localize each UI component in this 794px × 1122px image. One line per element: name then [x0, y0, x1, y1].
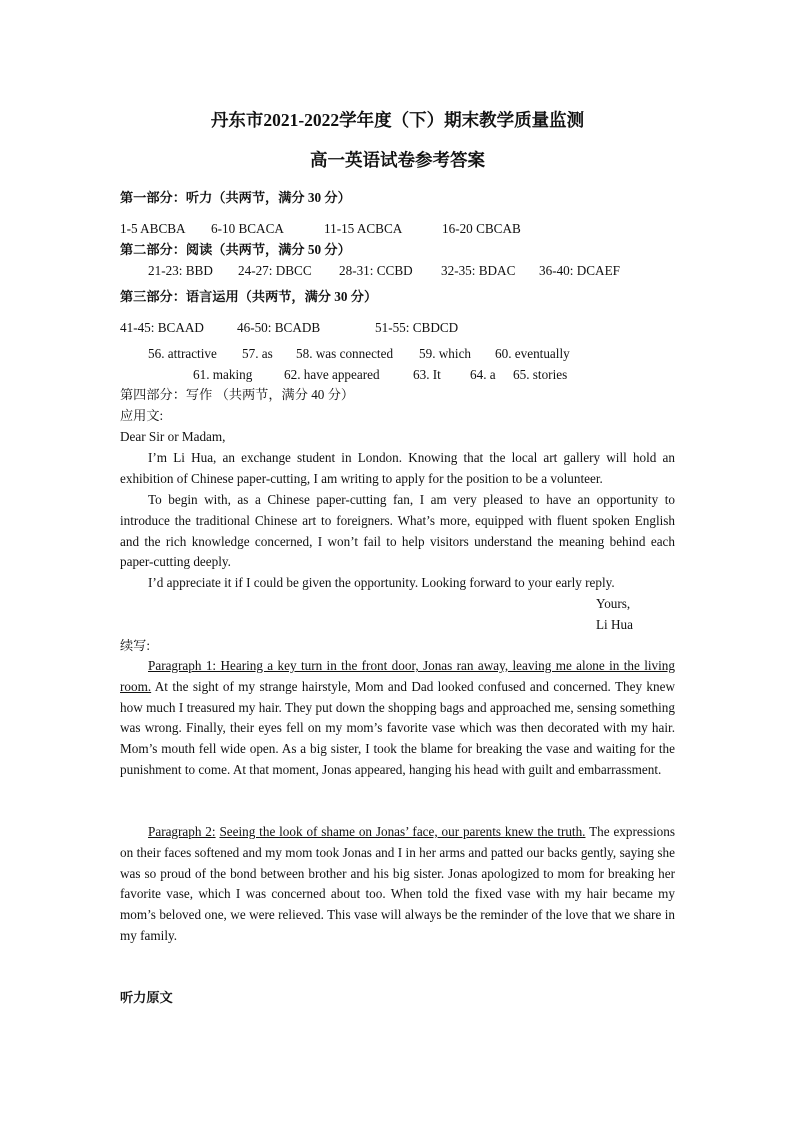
paragraph-1-body: At the sight of my strange hairstyle, Mom and Dad looked confused and concerned. They knew how much I treasured my hair. They put down the shopping bags and approached me, sensing something was wrong. Finally, their eyes fell on my mom’s favorite vase which was then decorated with my hair. Mom’s mouth fell wide open. As a big sister, I took the blame for breaking the vase and waiting for the punishment to come. At that moment, Jonas appeared, hanging his head with guilt and embarrassment. [120, 678, 675, 777]
part3-heading: 第三部分：语言运用（共两节，满分 30 分） [120, 289, 378, 304]
paragraph-2-label: Paragraph 2: [148, 824, 216, 839]
part3-answers [120, 318, 458, 339]
answer-group: 1-5 ABCBA [120, 221, 186, 236]
letter-paragraph-1: I’m Li Hua, an exchange student in London. Knowing that the local art gallery will hold an exhibition of Chinese paper-cutting, I am writing to apply for the position to be a volunteer. [120, 450, 675, 486]
part3-fill-row2 [193, 365, 567, 386]
letter-salutation: Dear Sir or Madam, [120, 429, 226, 444]
answer-group: 21-23: BBD [148, 263, 213, 278]
fill-answer: 57. as [242, 346, 273, 361]
answer-group: 24-27: DBCC [238, 263, 312, 278]
paragraph-1-opening: Paragraph 1: Hearing a key turn in the front door, Jonas ran away, leaving me alone in the living room. [120, 658, 675, 694]
fill-answer: 60. eventually [495, 346, 570, 361]
fill-answer: 65. stories [513, 367, 568, 382]
fill-answer: 58. was connected [296, 346, 394, 361]
answer-group: 36-40: DCAEF [539, 263, 620, 278]
applied-writing-label: 应用文: [120, 408, 164, 423]
answer-group: 11-15 ACBCA [324, 221, 403, 236]
continuation-writing-label: 续写: [120, 638, 151, 653]
paragraph-2-opening: Seeing the look of shame on Jonas’ face, our parents knew the truth. [219, 824, 586, 839]
part3-fill-row1 [148, 344, 570, 365]
paragraph-2-body: The expressions on their faces softened and my mom took Jonas and I in her arms and patted our backs gently, saying she was so proud of the bond between brother and his big sister. Jonas apologized to mom for breaking her favorite vase, which I was concerned about too. When told the fixed vase with my hair became my mom’s beloved one, we were relieved. This vase will always be the reminder of the love that we share in my family. [120, 824, 675, 943]
part2-answers [148, 261, 620, 282]
answer-group: 16-20 CBCAB [442, 221, 521, 236]
part4-heading: 第四部分：写作 （共两节，满分 40 分） [120, 387, 355, 402]
part1-heading: 第一部分：听力（共两节，满分 30 分） [120, 190, 351, 205]
fill-answer: 59. which [419, 346, 472, 361]
answer-group: 6-10 BCACA [211, 221, 284, 236]
letter-paragraph-3: I’d appreciate it if I could be given the opportunity. Looking forward to your early reply. [148, 575, 615, 590]
part1-answers [120, 219, 521, 240]
page-subtitle: 高一英语试卷参考答案 [310, 150, 485, 170]
fill-answer: 63. It [413, 367, 441, 382]
answer-group: 41-45: BCAAD [120, 320, 204, 335]
answer-group: 32-35: BDAC [441, 263, 516, 278]
letter-closing: Yours, [596, 596, 631, 611]
continuation-paragraph-2 [120, 822, 675, 947]
listening-script-heading: 听力原文 [120, 990, 173, 1005]
page-title: 丹东市2021-2022学年度（下）期末教学质量监测 [210, 110, 585, 130]
fill-answer: 64. a [470, 367, 496, 382]
answer-group: 46-50: BCADB [237, 320, 321, 335]
fill-answer: 56. attractive [148, 346, 217, 361]
answer-group: 28-31: CCBD [339, 263, 413, 278]
fill-answer: 61. making [193, 367, 253, 382]
answer-group: 51-55: CBDCD [375, 320, 459, 335]
letter-signature: Li Hua [596, 617, 633, 632]
part2-heading: 第二部分：阅读（共两节，满分 50 分） [120, 242, 351, 257]
continuation-paragraph-1 [120, 656, 675, 781]
letter-paragraph-2: To begin with, as a Chinese paper-cutting fan, I am very pleased to have an opportunity to introduce the traditional Chinese art to foreigners. What’s more, equipped with fluent spoken English and the rich knowledge concerned, I won’t fail to help visitors understand the meaning behind each paper-cutting deeply. [120, 492, 675, 570]
fill-answer: 62. have appeared [284, 367, 380, 382]
